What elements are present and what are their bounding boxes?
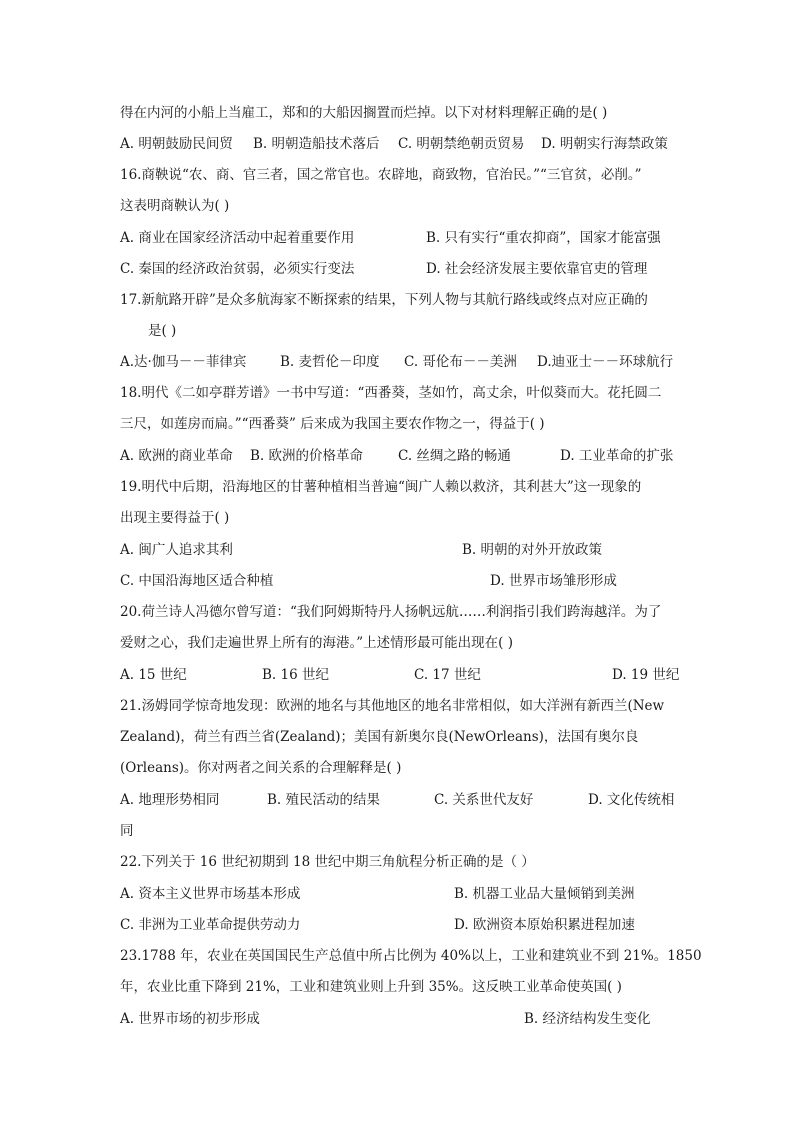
- q17-option-d: D.迪亚士－－环球航行: [537, 354, 674, 370]
- q19-option-a: A. 闽广人追求其利: [120, 542, 233, 558]
- q16-option-b: B. 只有实行“重农抑商”，国家才能富强: [426, 230, 661, 246]
- q15-option-b: B. 明朝造船技术落后: [253, 136, 380, 152]
- q16-option-a: A. 商业在国家经济活动中起着重要作用: [120, 230, 355, 246]
- q22-option-a: A. 资本主义世界市场基本形成: [120, 886, 301, 902]
- q19-stem-line2: 出现主要得益于( ): [120, 510, 230, 526]
- q23-stem-line2: 年，农业比重下降到 21%，工业和建筑业则上升到 35%。这反映工业革命使英国( ): [120, 979, 622, 995]
- q20-stem-line2: 爱财之心，我们走遍世界上所有的海港。”上述情形最可能出现在( ): [120, 635, 513, 651]
- q21-option-d-wrap: 同: [120, 823, 134, 839]
- q19-option-d: D. 世界市场雏形形成: [490, 573, 617, 589]
- q21-stem-line1: 21.汤姆同学惊奇地发现：欧洲的地名与其他地区的地名非常相似，如大洋洲有新西兰(New: [120, 698, 665, 714]
- q17-stem-line1: 17.新航路开辟”是众多航海家不断探索的结果，下列人物与其航行路线或终点对应正确的: [120, 292, 648, 308]
- q16-stem-line2: 这表明商鞅认为( ): [120, 198, 230, 214]
- q23-stem-line1: 23.1788 年，农业在英国国民生产总值中所占比例为 40%以上，工业和建筑业不到 21%。1850: [120, 948, 702, 964]
- q22-option-b: B. 机器工业品大量倾销到美洲: [454, 886, 635, 902]
- q19-option-c: C. 中国沿海地区适合种植: [120, 573, 274, 589]
- q15-option-a: A. 明朝鼓励民间贸: [120, 136, 233, 152]
- q21-option-a: A. 地理形势相同: [120, 792, 220, 808]
- q22-option-c: C. 非洲为工业革命提供劳动力: [120, 917, 301, 933]
- q15-stem-end: 得在内河的小船上当雇工，郑和的大船因搁置而烂掉。以下对材料理解正确的是( ): [120, 105, 608, 121]
- q20-option-d: D. 19 世纪: [612, 667, 680, 683]
- q18-option-b: B. 欧洲的价格革命: [250, 448, 364, 464]
- q21-option-d: D. 文化传统相: [588, 792, 675, 808]
- q17-option-c: C. 哥伦布－－美洲: [404, 354, 517, 370]
- q20-option-b: B. 16 世纪: [262, 667, 329, 683]
- q18-option-d: D. 工业革命的扩张: [560, 448, 674, 464]
- q22-stem: 22.下列关于 16 世纪初期到 18 世纪中期三角航程分析正确的是（ ）: [120, 854, 535, 870]
- q19-option-b: B. 明朝的对外开放政策: [462, 542, 603, 558]
- q21-option-b: B. 殖民活动的结果: [267, 792, 381, 808]
- q15-option-c: C. 明朝禁绝朝贡贸易: [398, 136, 525, 152]
- q17-stem-line2: 是( ): [148, 323, 177, 339]
- q18-stem-line2: 三尺，如莲房而扁。”“西番葵” 后来成为我国主要农作物之一，得益于( ): [120, 416, 545, 432]
- q19-stem-line1: 19.明代中后期，沿海地区的甘薯种植相当普遍“闽广人赖以救济，其利甚大”这一现象的: [120, 479, 642, 495]
- q23-option-a: A. 世界市场的初步形成: [120, 1011, 260, 1027]
- q16-stem-line1: 16.商鞅说“农、商、官三者，国之常官也。农辟地，商致物，官治民。”“三官贫，必削。”: [120, 167, 642, 183]
- q17-option-a: A.达·伽马－－菲律宾: [120, 354, 247, 370]
- q20-stem-line1: 20.荷兰诗人冯德尔曾写道：“我们阿姆斯特丹人扬帆远航……利润指引我们跨海越洋。为了: [120, 604, 662, 620]
- q16-option-c: C. 秦国的经济政治贫弱，必须实行变法: [120, 261, 355, 277]
- q16-option-d: D. 社会经济发展主要依靠官吏的管理: [426, 261, 648, 277]
- q15-option-d: D. 明朝实行海禁政策: [541, 136, 668, 152]
- q22-option-d: D. 欧洲资本原始积累进程加速: [454, 917, 635, 933]
- q20-option-a: A. 15 世纪: [120, 667, 187, 683]
- q21-stem-line2: Zealand)，荷兰有西兰省(Zealand)；美国有新奥尔良(NewOrleans)，法国有奥尔良: [120, 729, 639, 745]
- q21-stem-line3: (Orleans)。你对两者之间关系的合理解释是( ): [120, 760, 402, 776]
- q23-option-b: B. 经济结构发生变化: [524, 1011, 651, 1027]
- q18-option-c: C. 丝绸之路的畅通: [398, 448, 511, 464]
- q17-option-b: B. 麦哲伦－印度: [280, 354, 380, 370]
- q18-option-a: A. 欧洲的商业革命: [120, 448, 233, 464]
- q18-stem-line1: 18.明代《二如亭群芳谱》一书中写道：“西番葵，茎如竹，高丈余，叶似葵而大。花托圆二: [120, 385, 662, 401]
- q20-option-c: C. 17 世纪: [414, 667, 481, 683]
- q21-option-c: C. 关系世代友好: [434, 792, 534, 808]
